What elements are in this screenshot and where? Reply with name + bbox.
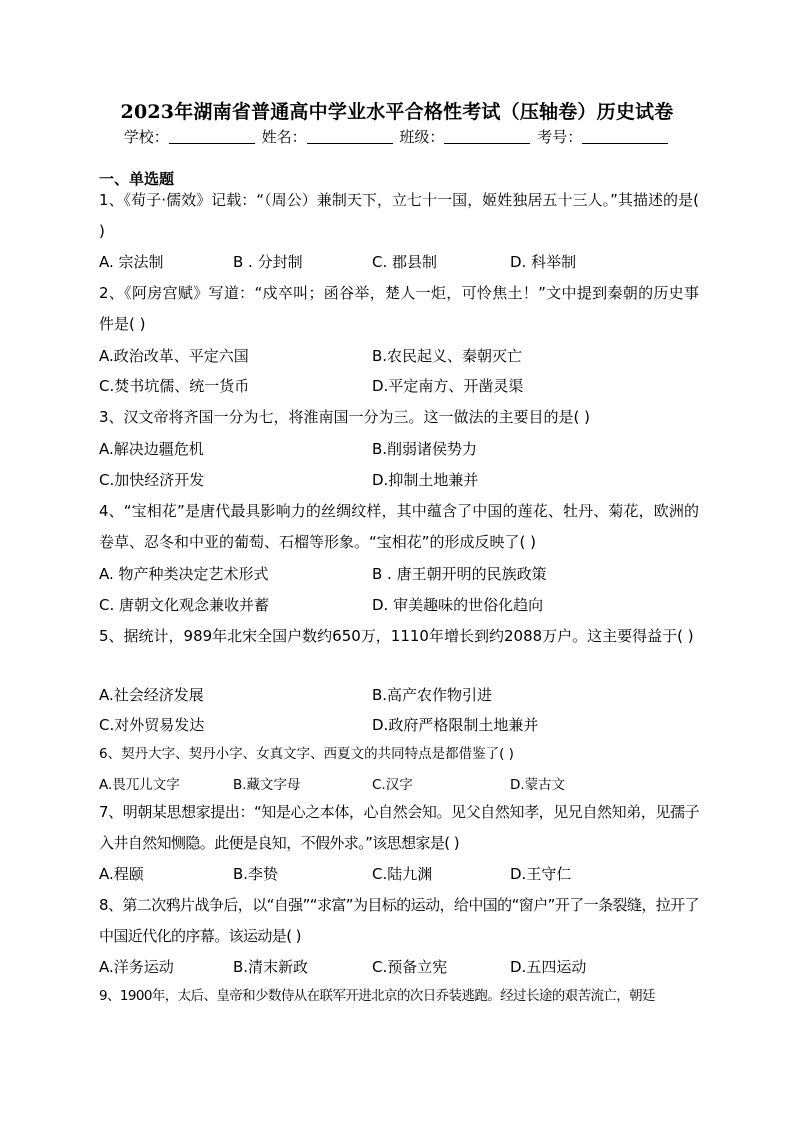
- q6-option-a: A.畏兀儿文字: [99, 777, 180, 793]
- q6-option-d: D.蒙古文: [510, 777, 566, 793]
- q4-option-c: C. 唐朝文化观念兼收并蓄: [99, 596, 270, 614]
- q2-option-c: C.焚书坑儒、统一货币: [99, 377, 250, 395]
- q5-option-c: C.对外贸易发达: [99, 716, 205, 734]
- student-info-line: [0, 126, 794, 147]
- question-5-stem: 5、据统计，989年北宋全国户数约650万，1110年增长到约2088万户。这主要得益于( ): [99, 627, 694, 645]
- q1-option-c: C. 郡县制: [372, 253, 438, 271]
- name-blank[interactable]: [307, 129, 393, 144]
- school-blank[interactable]: [169, 129, 255, 144]
- q5-option-a: A.社会经济发展: [99, 686, 204, 704]
- exam-number-blank[interactable]: [582, 129, 668, 144]
- q7-option-b: B.李贽: [233, 865, 279, 883]
- q5-option-b: B.高产农作物引进: [372, 686, 493, 704]
- q8-option-d: D.五四运动: [510, 958, 587, 976]
- q1-option-d: D. 科举制: [510, 253, 577, 271]
- q1-option-a: A. 宗法制: [99, 253, 164, 271]
- q8-option-c: C.预备立宪: [372, 958, 448, 976]
- page-title: 2023年湖南省普通高中学业水平合格性考试（压轴卷）历史试卷: [120, 101, 674, 123]
- class-label: 班级：: [399, 128, 445, 146]
- name-label: 姓名：: [261, 128, 307, 146]
- q4-option-a: A. 物产种类决定艺术形式: [99, 565, 269, 583]
- q7-option-d: D.王守仁: [510, 865, 572, 883]
- q3-option-d: D.抑制土地兼并: [372, 471, 479, 489]
- question-9-stem: 9、1900年，太后、皇帝和少数侍从在联军开进北京的次日乔装逃跑。经过长途的艰苦流亡，朝廷: [99, 988, 655, 1004]
- q3-option-c: C.加快经济开发: [99, 471, 205, 489]
- q7-option-c: C.陆九渊: [372, 865, 433, 883]
- question-7-stem: 7、明朝某思想家提出：“知是心之本体，心自然会知。见父自然知孝，见兄自然知弟，见孺子入井自然知恻隐。此便是良知，不假外求。”该思想家是( ): [99, 803, 699, 852]
- section-heading: 一、单选题: [99, 170, 175, 188]
- question-2-stem: 2、《阿房宫赋》写道：“戍卒叫；函谷举，楚人一炬，可怜焦土！”文中提到秦朝的历史事件是( ): [99, 284, 699, 333]
- school-label: 学校：: [123, 128, 169, 146]
- q8-option-a: A.洋务运动: [99, 958, 174, 976]
- q6-option-b: B.藏文字母: [233, 777, 301, 793]
- q5-option-d: D.政府严格限制土地兼并: [372, 716, 539, 734]
- q4-option-b: B . 唐王朝开明的民族政策: [372, 565, 547, 583]
- q2-option-d: D.平定南方、开凿灵渠: [372, 377, 524, 395]
- q2-option-a: A.政治改革、平定六国: [99, 347, 249, 365]
- q2-option-b: B.农民起义、秦朝灭亡: [372, 347, 523, 365]
- q7-option-a: A.程颐: [99, 865, 144, 883]
- q3-option-a: A.解决边疆危机: [99, 440, 204, 458]
- q6-option-c: C.汉字: [372, 777, 413, 793]
- q4-option-d: D. 审美趣味的世俗化趋向: [372, 596, 544, 614]
- class-blank[interactable]: [444, 129, 530, 144]
- q3-option-b: B.削弱诸侯势力: [372, 440, 478, 458]
- question-1-stem: 1、《荀子·儒效》记载：“（周公）兼制天下，立七十一国，姬姓独居五十三人。”其描述的是( ): [99, 191, 699, 240]
- q8-option-b: B.清末新政: [233, 958, 309, 976]
- question-4-stem: 4、“宝相花”是唐代最具影响力的丝绸纹样，其中蕴含了中国的莲花、牡丹、菊花，欧洲的卷草、忍冬和中亚的葡萄、石榴等形象。“宝相花”的形成反映了( ): [99, 502, 699, 551]
- exam-number-label: 考号：: [537, 128, 583, 146]
- question-6-stem: 6、契丹大字、契丹小字、女真文字、西夏文的共同特点是都借鉴了( ): [99, 746, 514, 762]
- question-3-stem: 3、汉文帝将齐国一分为七，将淮南国一分为三。这一做法的主要目的是( ): [99, 408, 591, 426]
- q1-option-b: B . 分封制: [233, 253, 303, 271]
- question-8-stem: 8、第二次鸦片战争后，以“自强”“求富”为目标的运动，给中国的“窗户”开了一条裂缝，拉开了中国近代化的序幕。该运动是( ): [99, 896, 699, 945]
